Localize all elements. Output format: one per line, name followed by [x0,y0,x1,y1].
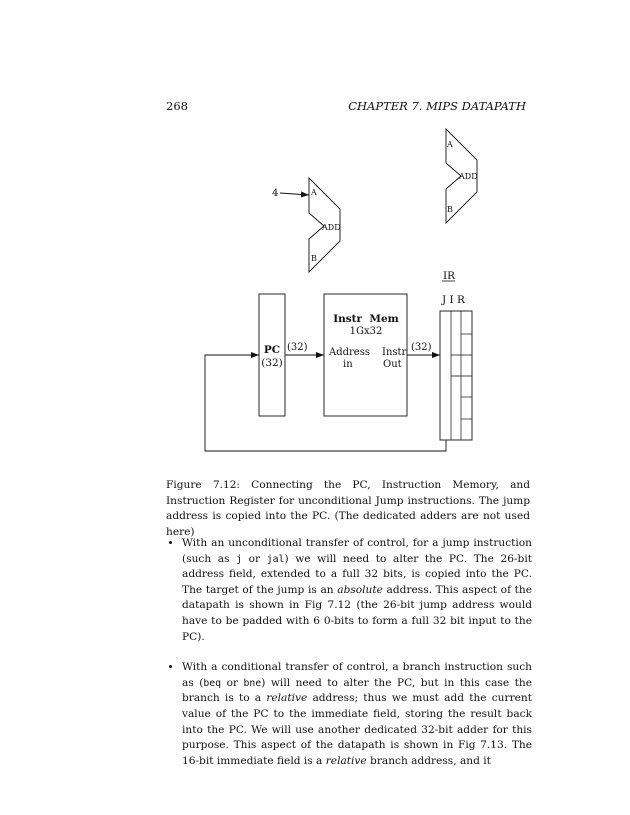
bus1-width: (32) [287,342,308,353]
const-four-label: 4 [272,188,279,199]
pc-width-label: (32) [261,357,283,369]
bullet-branch: • With a conditional transfer of control, a branch instruction such as (beq or bne) will need to alter the PC, but in this case the branch is to a relative address; thus we must add the current value of the PC to the immediate field, storing the result back into the PC. We will use another dedicated 32-bit adder for this purpose. This aspect of the datapath is shown in Fig 7.13. The 16-bit immediate field is a relative branch address, and it [182,660,532,769]
imem-instr-label: Instr [382,347,407,358]
code-beq: beq [203,677,222,689]
code-jal: jal [266,553,285,565]
pc-label: PC [263,344,281,356]
ir-fields-label: J I R [442,294,465,306]
instruction-memory [324,294,407,416]
adder2-label-b: B [447,205,453,214]
instruction-register [440,311,472,440]
const-four-arrow [280,193,309,195]
code-bne: bne [243,677,262,689]
bullet-jump: • With an unconditional transfer of control, for a jump instruction (such as j or jal) we will need to alter the PC. The 26-bit address field, extended to a full 32 bits, is copied into the PC. The target of the jump is an absolute address. This aspect of the datapath is shown in Fig 7.12 (the 26-bit jump address would have to be padded with 6 0-bits to form a full 32 bit input to the PC). [182,536,532,645]
bus2-width: (32) [411,342,432,353]
adder2-label-add: ADD [459,172,478,181]
imem-size: 1Gx32 [349,326,383,337]
adder1-label-a: A [311,188,317,197]
adder2-label-a: A [447,140,453,149]
jump-feedback-arrow [205,355,446,451]
figure-caption: Figure 7.12: Connecting the PC, Instruction Memory, and Instruction Register for unconditional Jump instructions. The jump address is copied into the PC. (The dedicated adders are not used here) [166,479,530,538]
imem-address-in-label: in [343,359,353,370]
adder-1 [272,178,341,272]
body-text [166,536,532,784]
adder1-label-b: B [311,254,317,263]
imem-title: Instr Mem [333,313,399,325]
imem-address-label: Address [329,347,370,358]
adder1-label-add: ADD [322,223,341,232]
pc-register [259,294,285,416]
imem-out-label: Out [383,359,402,370]
chapter-title: CHAPTER 7. MIPS DATAPATH [348,99,526,113]
ir-title: IR [443,270,456,282]
bullet-list [166,536,532,769]
page-number: 268 [166,99,188,113]
adder-2 [446,129,478,223]
code-j: j [236,553,243,565]
